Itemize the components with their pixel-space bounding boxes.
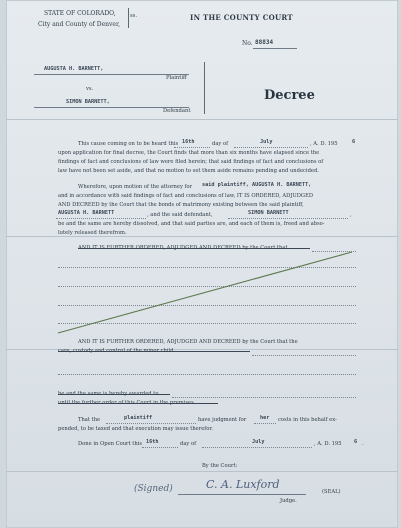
paragraph1-line2: upon application for final decree, the Court finds that more than six months have elapsed since the xyxy=(58,150,320,156)
done-period: . xyxy=(362,441,364,447)
cancellation-line xyxy=(6,0,398,528)
judge-label: Judge. xyxy=(280,498,297,504)
paragraph2-line5: be and the same are hereby dissolved, and that said parties are, and each of them is, freed and abso- xyxy=(58,221,325,227)
signed-mark: (Signed) xyxy=(134,484,173,494)
hearing-day: 16th xyxy=(182,139,195,145)
court-title: IN THE COUNTY COURT xyxy=(190,13,293,22)
diagonal-strike xyxy=(58,252,352,333)
paragraph2-line6: lutely released therefrom. xyxy=(58,230,127,236)
party-defendant: SIMON BARNETT xyxy=(248,210,289,216)
paragraph2-line2: and in accordance with said findings of fact and conclusions of law, IT IS ORDERED, ADJUDGED xyxy=(58,193,314,199)
state-label: STATE OF COLORADO, xyxy=(44,10,116,17)
costs-behalf: costs in this behalf ex- xyxy=(278,417,337,423)
paragraph2-line3: AND DECREED by the Court that the bonds of matrimony existing between the said plaintiff, xyxy=(58,202,304,208)
paragraph1-line3: findings of fact and conclusions of law were filed herein; that said findings of fact and conclusions of xyxy=(58,159,324,165)
paragraph1-line4: law have not been set aside, and that no motion to set them aside remains pending and undecided. xyxy=(58,168,319,174)
motion-party: said plaintiff, AUGUSTA H. BARNETT, xyxy=(202,182,312,188)
hearing-dayof: day of xyxy=(212,141,229,147)
party-plaintiff: AUGUSTA H. BARNETT xyxy=(58,210,115,216)
paragraph2-and: , and the said defendant, xyxy=(147,212,213,218)
custody-line3: be and the same is hereby awarded to xyxy=(58,391,159,397)
hearing-month: July xyxy=(260,139,273,145)
done-year: 6 xyxy=(354,439,358,445)
case-number-label: No. xyxy=(242,40,253,47)
plaintiff-label: Plaintiff xyxy=(166,75,187,81)
costs-judgment: have judgment for xyxy=(198,417,247,423)
done-month: July xyxy=(252,439,265,445)
custody-line4: until the further order of this Court in the premises. xyxy=(58,400,196,406)
costs-line2: pended, to be taxed and that execution may issue therefor. xyxy=(58,426,213,432)
hearing-text: This cause coming on to be heard this xyxy=(78,141,179,147)
decree-page xyxy=(6,0,398,528)
plaintiff-name: AUGUSTA H. BARNETT, xyxy=(44,66,104,72)
motion-text: Wherefore, upon motion of the attorney for xyxy=(78,184,193,190)
paragraph2-comma: , xyxy=(350,212,352,218)
case-number: 88834 xyxy=(255,39,274,46)
further-order-text: AND IT IS FURTHER ORDERED, ADJUDGED AND DECREED by the Court that xyxy=(78,245,288,251)
defendant-name: SIMON BARNETT, xyxy=(66,99,110,105)
defendant-label: Defendant xyxy=(163,108,191,114)
decree-title: Decree xyxy=(264,88,315,103)
costs-party: plaintiff xyxy=(124,415,153,421)
custody-line2: care, custody and control of the minor child xyxy=(58,348,174,354)
versus-label: vs. xyxy=(86,86,94,92)
costs-text: That the xyxy=(78,417,101,423)
costs-amount: her xyxy=(260,415,270,421)
seal-label: (SEAL) xyxy=(322,489,341,495)
done-day: 16th xyxy=(146,439,159,445)
hearing-ad: , A. D. 195 xyxy=(310,141,338,147)
judge-signature: C. A. Luxford xyxy=(206,478,280,491)
done-dayof: day of xyxy=(180,441,197,447)
done-text: Done in Open Court this xyxy=(78,441,143,447)
hearing-year: 6 xyxy=(352,139,356,145)
by-court-label: By the Court: xyxy=(202,463,238,469)
custody-text: AND IT IS FURTHER ORDERED, ADJUDGED AND DECREED by the Court that the xyxy=(78,339,298,345)
county-label: City and County of Denver, xyxy=(38,21,121,28)
done-ad: , A. D. 195 xyxy=(314,441,342,447)
ss-label: ss. xyxy=(130,13,137,19)
